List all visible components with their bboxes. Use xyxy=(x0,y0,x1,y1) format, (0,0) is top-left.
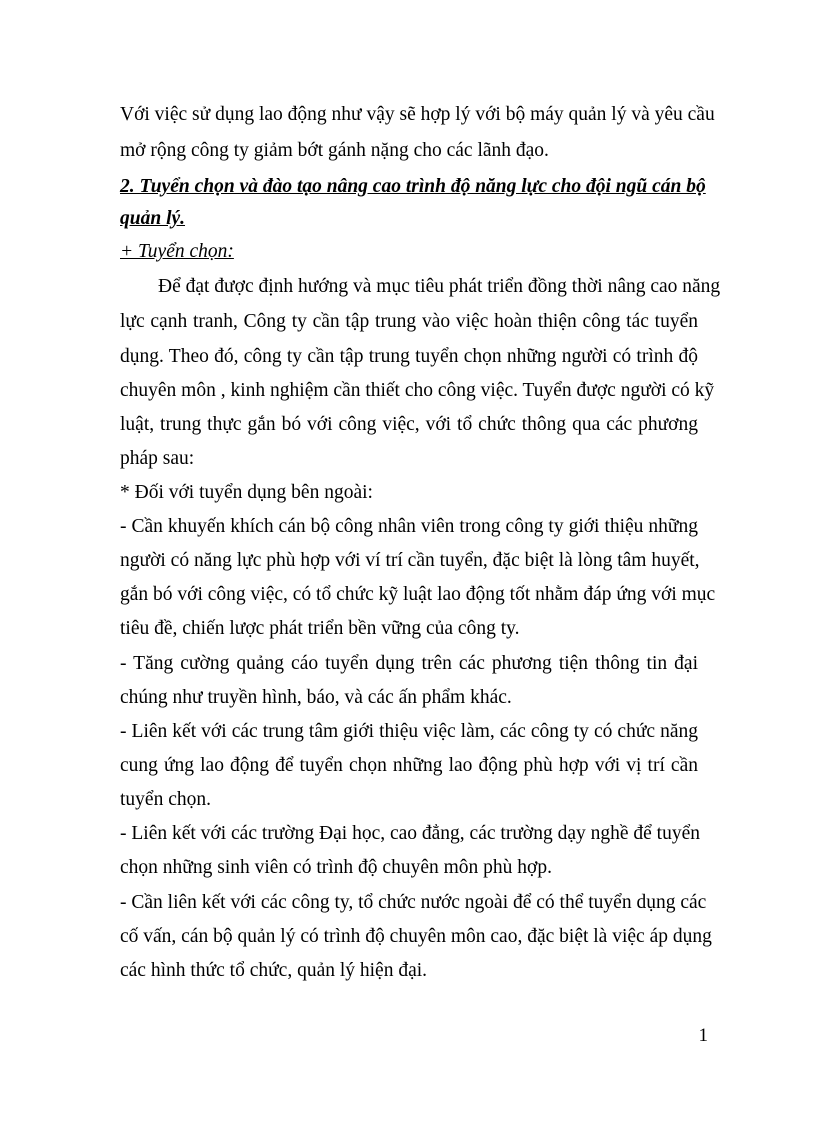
section-heading-line-1: 2. Tuyển chọn và đào tạo nâng cao trình độ năng lực cho đội ngũ cán bộ xyxy=(120,176,706,197)
paragraph-line-5: luật, trung thực gắn bó với công việc, với tổ chức thông qua các phương xyxy=(120,414,698,435)
bullet-5-line-3: các hình thức tổ chức, quản lý hiện đại. xyxy=(120,960,428,981)
bullet-2-line-2: chúng như truyền hình, báo, và các ấn phẩm khác. xyxy=(120,687,512,708)
paragraph-line-1: Để đạt được định hướng và mục tiêu phát triển đồng thời nâng cao năng xyxy=(158,276,721,297)
bullet-3-line-2: cung ứng lao động để tuyển chọn những lao động phù hợp với vị trí cần xyxy=(120,755,698,776)
bullet-1-line-2: người có năng lực phù hợp với ví trí cần tuyển, đặc biệt là lòng tâm huyết, xyxy=(120,550,700,571)
bullet-2-line-1: - Tăng cường quảng cáo tuyển dụng trên các phương tiện thông tin đại xyxy=(120,653,698,674)
paragraph-line-4: chuyên môn , kinh nghiệm cần thiết cho công việc. Tuyển được người có kỹ xyxy=(120,380,715,401)
bullet-1-line-4: tiêu đề, chiến lược phát triển bền vững của công ty. xyxy=(120,618,520,639)
bullet-4-line-2: chọn những sinh viên có trình độ chuyên môn phù hợp. xyxy=(120,857,552,878)
bullet-1-line-1: - Cần khuyến khích cán bộ công nhân viên trong công ty giới thiệu những xyxy=(120,516,698,537)
external-recruitment-label: * Đối với tuyển dụng bên ngoài: xyxy=(120,482,373,503)
section-heading-line-2: quản lý. xyxy=(120,208,186,229)
bullet-5-line-1: - Cần liên kết với các công ty, tổ chức nước ngoài để có thể tuyển dụng các xyxy=(120,892,707,913)
bullet-5-line-2: cố vấn, cán bộ quản lý có trình độ chuyên môn cao, đặc biệt là việc áp dụng xyxy=(120,926,712,947)
intro-line-2: mở rộng công ty giảm bớt gánh nặng cho các lãnh đạo. xyxy=(120,140,549,161)
paragraph-line-2: lực cạnh tranh, Công ty cần tập trung vào việc hoàn thiện công tác tuyển xyxy=(120,311,698,332)
bullet-4-line-1: - Liên kết với các trường Đại học, cao đẳng, các trường dạy nghề để tuyển xyxy=(120,823,700,844)
page-number: 1 xyxy=(698,1025,708,1046)
paragraph-line-6: pháp sau: xyxy=(120,448,195,469)
paragraph-line-3: dụng. Theo đó, công ty cần tập trung tuyển chọn những người có trình độ xyxy=(120,346,698,367)
subheading-recruitment: + Tuyển chọn: xyxy=(120,241,234,262)
bullet-3-line-3: tuyển chọn. xyxy=(120,789,211,810)
bullet-3-line-1: - Liên kết với các trung tâm giới thiệu việc làm, các công ty có chức năng xyxy=(120,721,698,742)
intro-line-1: Với việc sử dụng lao động như vậy sẽ hợp lý với bộ máy quản lý và yêu cầu xyxy=(120,104,715,125)
bullet-1-line-3: gắn bó với công việc, có tổ chức kỹ luật lao động tốt nhằm đáp ứng với mục xyxy=(120,584,716,605)
